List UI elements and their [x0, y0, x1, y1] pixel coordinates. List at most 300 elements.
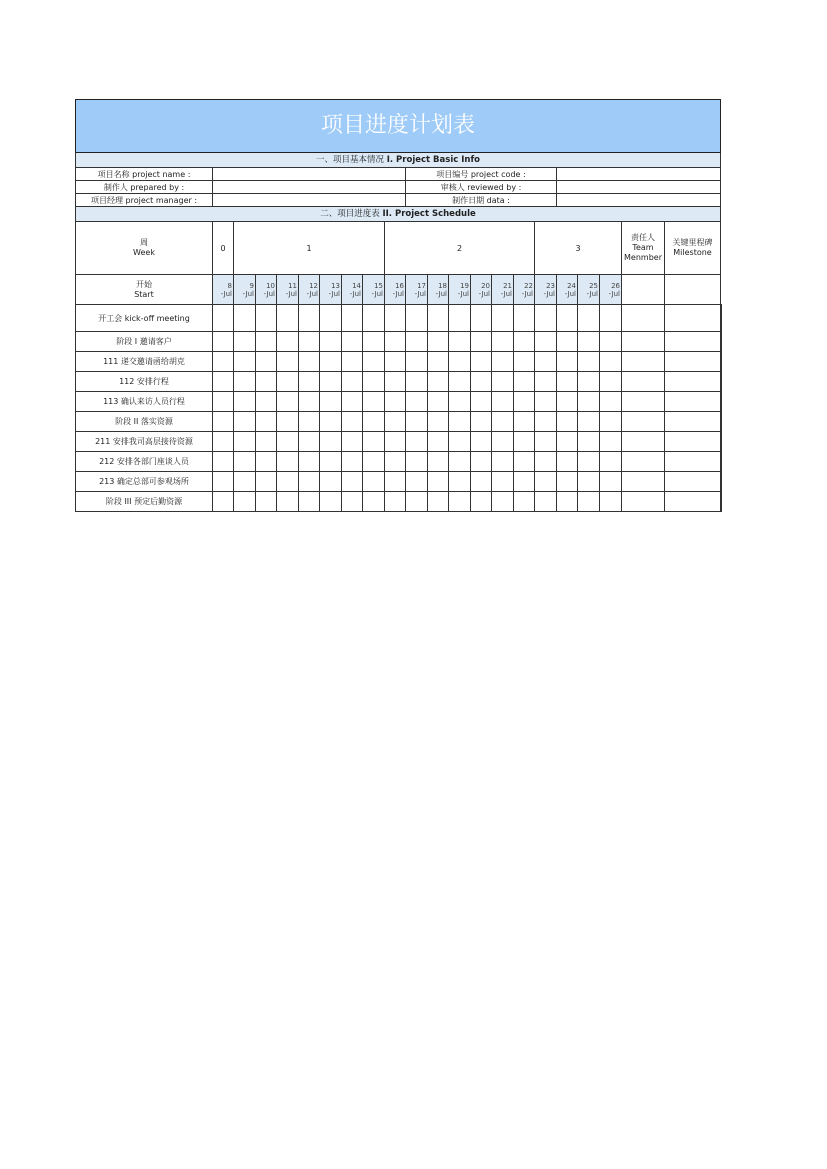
team-member-cell[interactable]: [665, 305, 721, 332]
schedule-cell[interactable]: [449, 305, 471, 332]
reviewed-by-field[interactable]: [557, 181, 721, 194]
task-name: 111 递交邀请函给胡克: [76, 352, 213, 372]
team-member-cell[interactable]: [665, 412, 721, 432]
schedule-cell[interactable]: [449, 432, 471, 452]
date-month: -Jul: [392, 289, 404, 298]
schedule-cell[interactable]: [471, 392, 492, 412]
milestone-cell[interactable]: [721, 412, 722, 432]
week0-cell[interactable]: [213, 452, 234, 472]
schedule-cell[interactable]: [600, 492, 622, 512]
week0-cell[interactable]: [213, 372, 234, 392]
milestone-cell[interactable]: [721, 332, 722, 352]
date-cell: [535, 275, 557, 305]
schedule-cell[interactable]: [449, 352, 471, 372]
section-schedule-en: II. Project Schedule: [382, 208, 476, 219]
schedule-cell[interactable]: [428, 492, 449, 512]
week-number: 3: [535, 222, 622, 275]
date-cell: [277, 275, 299, 305]
schedule-cell[interactable]: [428, 472, 449, 492]
project-name-field[interactable]: [213, 168, 406, 181]
week-header: [76, 222, 213, 275]
schedule-cell[interactable]: [600, 432, 622, 452]
schedule-cell[interactable]: [492, 432, 514, 452]
schedule-cell[interactable]: [428, 432, 449, 452]
schedule-cell[interactable]: [557, 392, 578, 412]
schedule-cell[interactable]: [428, 352, 449, 372]
project-manager-field[interactable]: [213, 194, 406, 207]
schedule-cell[interactable]: [578, 332, 600, 352]
schedule-cell[interactable]: [535, 352, 557, 372]
team-member-cell[interactable]: [665, 452, 721, 472]
schedule-cell[interactable]: [320, 492, 342, 512]
date-month: -Jul: [414, 289, 426, 298]
date-month: -Jul: [500, 289, 512, 298]
schedule-cell[interactable]: [557, 352, 578, 372]
schedule-cell[interactable]: [449, 472, 471, 492]
date-cell: [234, 275, 256, 305]
milestone-cell[interactable]: [721, 492, 722, 512]
date-day: 9: [249, 281, 254, 290]
schedule-cell[interactable]: [514, 352, 535, 372]
schedule-cell[interactable]: [557, 432, 578, 452]
schedule-cell[interactable]: [277, 392, 299, 412]
schedule-cell[interactable]: [449, 332, 471, 352]
schedule-cell[interactable]: [622, 492, 665, 512]
schedule-cell[interactable]: [234, 352, 256, 372]
schedule-cell[interactable]: [622, 352, 665, 372]
schedule-cell[interactable]: [514, 492, 535, 512]
table-row: [76, 472, 722, 492]
schedule-cell[interactable]: [557, 372, 578, 392]
schedule-cell[interactable]: [385, 332, 406, 352]
schedule-cell[interactable]: [277, 472, 299, 492]
week0-cell[interactable]: [213, 432, 234, 452]
schedule-cell[interactable]: [256, 412, 277, 432]
date-cell: [514, 275, 535, 305]
schedule-cell[interactable]: [234, 472, 256, 492]
schedule-cell[interactable]: [299, 332, 320, 352]
table-row: [76, 492, 722, 512]
schedule-cell[interactable]: [535, 332, 557, 352]
section-schedule: [76, 207, 721, 222]
schedule-cell[interactable]: [535, 412, 557, 432]
label-date: 制作日期 data :: [406, 194, 557, 207]
team-header-cn: 责任人: [631, 233, 655, 242]
section-basic-info-cn: 一、项目基本情况: [315, 154, 384, 165]
team-member-cell[interactable]: [665, 372, 721, 392]
schedule-cell[interactable]: [428, 305, 449, 332]
schedule-cell[interactable]: [578, 472, 600, 492]
date-month: -Jul: [306, 289, 318, 298]
schedule-cell[interactable]: [342, 472, 363, 492]
schedule-cell[interactable]: [256, 472, 277, 492]
schedule-cell[interactable]: [535, 452, 557, 472]
schedule-cell[interactable]: [342, 352, 363, 372]
schedule-cell[interactable]: [492, 412, 514, 432]
table-row: [76, 305, 722, 332]
schedule-cell[interactable]: [535, 392, 557, 412]
schedule-cell[interactable]: [514, 412, 535, 432]
schedule-cell[interactable]: [600, 452, 622, 472]
schedule-cell[interactable]: [299, 392, 320, 412]
prepared-by-field[interactable]: [213, 181, 406, 194]
schedule-cell[interactable]: [514, 372, 535, 392]
schedule-cell[interactable]: [385, 432, 406, 452]
schedule-cell[interactable]: [277, 452, 299, 472]
schedule-cell[interactable]: [557, 332, 578, 352]
week0-cell[interactable]: [213, 412, 234, 432]
schedule-cell[interactable]: [492, 392, 514, 412]
label-prepared-by: 制作人 prepared by :: [76, 181, 213, 194]
schedule-cell[interactable]: [234, 305, 256, 332]
start-label-en: Start: [134, 289, 154, 299]
schedule-cell[interactable]: [557, 472, 578, 492]
schedule-cell[interactable]: [622, 332, 665, 352]
schedule-cell[interactable]: [256, 392, 277, 412]
milestone-cell-start[interactable]: [665, 275, 721, 305]
schedule-cell[interactable]: [234, 452, 256, 472]
schedule-cell[interactable]: [320, 472, 342, 492]
milestone-header: [665, 222, 721, 275]
date-cell: [600, 275, 622, 305]
schedule-cell[interactable]: [600, 305, 622, 332]
date-month: -Jul: [371, 289, 383, 298]
schedule-cell[interactable]: [299, 372, 320, 392]
date-month: -Jul: [564, 289, 576, 298]
schedule-cell[interactable]: [514, 432, 535, 452]
date-month: -Jul: [263, 289, 275, 298]
week0-cell[interactable]: [213, 492, 234, 512]
schedule-cell[interactable]: [277, 352, 299, 372]
schedule-cell[interactable]: [471, 472, 492, 492]
label-project-manager: 项目经理 project manager :: [76, 194, 213, 207]
schedule-cell[interactable]: [406, 352, 428, 372]
schedule-cell[interactable]: [535, 372, 557, 392]
schedule-cell[interactable]: [622, 432, 665, 452]
schedule-cell[interactable]: [234, 392, 256, 412]
schedule-cell[interactable]: [406, 332, 428, 352]
schedule-cell[interactable]: [363, 492, 385, 512]
date-month: -Jul: [586, 289, 598, 298]
schedule-cell[interactable]: [428, 372, 449, 392]
schedule-cell[interactable]: [622, 305, 665, 332]
schedule-cell[interactable]: [363, 305, 385, 332]
schedule-cell[interactable]: [428, 332, 449, 352]
schedule-cell[interactable]: [578, 452, 600, 472]
schedule-cell[interactable]: [471, 432, 492, 452]
schedule-cell[interactable]: [256, 492, 277, 512]
schedule-cell[interactable]: [342, 452, 363, 472]
schedule-cell[interactable]: [320, 432, 342, 452]
schedule-cell[interactable]: [342, 492, 363, 512]
schedule-cell[interactable]: [299, 492, 320, 512]
schedule-cell[interactable]: [578, 412, 600, 432]
schedule-cell[interactable]: [385, 372, 406, 392]
schedule-cell[interactable]: [622, 392, 665, 412]
schedule-cell[interactable]: [406, 492, 428, 512]
date-day: 17: [417, 281, 426, 290]
schedule-cell[interactable]: [622, 452, 665, 472]
date-day: 21: [503, 281, 512, 290]
schedule-cell[interactable]: [342, 412, 363, 432]
schedule-table: [75, 99, 722, 512]
schedule-cell[interactable]: [385, 472, 406, 492]
schedule-cell[interactable]: [234, 332, 256, 352]
task-name: 212 安排各部门座谈人员: [76, 452, 213, 472]
schedule-cell[interactable]: [299, 305, 320, 332]
schedule-cell[interactable]: [256, 452, 277, 472]
schedule-cell[interactable]: [320, 412, 342, 432]
schedule-cell[interactable]: [600, 372, 622, 392]
schedule-cell[interactable]: [600, 352, 622, 372]
date-month: -Jul: [435, 289, 447, 298]
date-day: 13: [331, 281, 340, 290]
date-day: 11: [288, 281, 297, 290]
schedule-cell[interactable]: [320, 305, 342, 332]
team-member-cell-start[interactable]: [622, 275, 665, 305]
schedule-cell[interactable]: [514, 472, 535, 492]
schedule-cell[interactable]: [449, 492, 471, 512]
schedule-cell[interactable]: [234, 492, 256, 512]
schedule-cell[interactable]: [385, 452, 406, 472]
date-month: -Jul: [478, 289, 490, 298]
schedule-cell[interactable]: [514, 332, 535, 352]
schedule-cell[interactable]: [557, 412, 578, 432]
date-month: -Jul: [328, 289, 340, 298]
schedule-cell[interactable]: [277, 412, 299, 432]
schedule-cell[interactable]: [385, 412, 406, 432]
schedule-cell[interactable]: [578, 492, 600, 512]
schedule-cell[interactable]: [234, 372, 256, 392]
schedule-cell[interactable]: [622, 412, 665, 432]
date-cell: [213, 275, 234, 305]
date-cell: [342, 275, 363, 305]
schedule-cell[interactable]: [428, 392, 449, 412]
team-member-cell[interactable]: [665, 392, 721, 412]
schedule-cell[interactable]: [363, 472, 385, 492]
section-basic-info: [76, 153, 721, 168]
week-number: 2: [385, 222, 535, 275]
schedule-cell[interactable]: [320, 392, 342, 412]
schedule-cell[interactable]: [385, 305, 406, 332]
schedule-cell[interactable]: [406, 472, 428, 492]
schedule-cell[interactable]: [363, 392, 385, 412]
schedule-cell[interactable]: [428, 452, 449, 472]
schedule-cell[interactable]: [299, 352, 320, 372]
schedule-cell[interactable]: [320, 352, 342, 372]
date-month: -Jul: [242, 289, 254, 298]
schedule-cell[interactable]: [256, 432, 277, 452]
task-name: 113 确认来访人员行程: [76, 392, 213, 412]
week0-cell[interactable]: [213, 332, 234, 352]
team-member-cell[interactable]: [665, 352, 721, 372]
schedule-cell[interactable]: [514, 452, 535, 472]
schedule-cell[interactable]: [277, 305, 299, 332]
page-title: 项目进度计划表: [76, 100, 721, 153]
schedule-cell[interactable]: [406, 305, 428, 332]
schedule-cell[interactable]: [471, 305, 492, 332]
schedule-cell[interactable]: [600, 332, 622, 352]
schedule-cell[interactable]: [277, 492, 299, 512]
date-day: 18: [438, 281, 447, 290]
milestone-cell[interactable]: [721, 305, 722, 332]
schedule-cell[interactable]: [342, 332, 363, 352]
schedule-cell[interactable]: [535, 492, 557, 512]
schedule-cell[interactable]: [320, 372, 342, 392]
schedule-cell[interactable]: [234, 432, 256, 452]
milestone-cell[interactable]: [721, 352, 722, 412]
date-cell: [492, 275, 514, 305]
schedule-cell[interactable]: [234, 412, 256, 432]
schedule-cell[interactable]: [600, 412, 622, 432]
schedule-cell[interactable]: [622, 472, 665, 492]
schedule-cell[interactable]: [492, 372, 514, 392]
table-row: [76, 392, 722, 412]
date-month: -Jul: [285, 289, 297, 298]
schedule-cell[interactable]: [256, 305, 277, 332]
schedule-cell[interactable]: [557, 492, 578, 512]
date-day: 16: [395, 281, 404, 290]
schedule-cell[interactable]: [535, 472, 557, 492]
team-member-cell[interactable]: [665, 472, 721, 492]
schedule-cell[interactable]: [406, 392, 428, 412]
label-reviewed-by: 审核人 reviewed by :: [406, 181, 557, 194]
schedule-cell[interactable]: [406, 372, 428, 392]
schedule-cell[interactable]: [471, 372, 492, 392]
task-name: 213 确定总部可参观场所: [76, 472, 213, 492]
week0-cell[interactable]: [213, 352, 234, 372]
schedule-cell[interactable]: [299, 432, 320, 452]
week0-cell[interactable]: [213, 392, 234, 412]
milestone-cell[interactable]: [721, 432, 722, 492]
schedule-cell[interactable]: [471, 332, 492, 352]
date-day: 25: [589, 281, 598, 290]
schedule-cell[interactable]: [363, 352, 385, 372]
schedule-cell[interactable]: [277, 372, 299, 392]
date-day: 10: [266, 281, 275, 290]
date-cell: [557, 275, 578, 305]
schedule-cell[interactable]: [492, 332, 514, 352]
schedule-cell[interactable]: [578, 352, 600, 372]
date-cell: [406, 275, 428, 305]
schedule-sheet: [75, 99, 722, 512]
date-day: 14: [352, 281, 361, 290]
schedule-cell[interactable]: [406, 412, 428, 432]
milestone-header-cn: 关键里程碑: [672, 238, 713, 247]
date-cell: [471, 275, 492, 305]
schedule-cell[interactable]: [256, 352, 277, 372]
schedule-cell[interactable]: [385, 492, 406, 512]
schedule-cell[interactable]: [471, 412, 492, 432]
section-basic-info-en: I. Project Basic Info: [386, 154, 480, 165]
schedule-cell[interactable]: [256, 332, 277, 352]
schedule-cell[interactable]: [406, 452, 428, 472]
schedule-cell[interactable]: [299, 452, 320, 472]
table-row: [76, 352, 722, 372]
schedule-cell[interactable]: [428, 412, 449, 432]
schedule-cell[interactable]: [299, 472, 320, 492]
schedule-cell[interactable]: [277, 332, 299, 352]
date-field[interactable]: [557, 194, 721, 207]
schedule-cell[interactable]: [600, 392, 622, 412]
schedule-cell[interactable]: [299, 412, 320, 432]
date-day: 12: [309, 281, 318, 290]
schedule-cell[interactable]: [557, 452, 578, 472]
schedule-cell[interactable]: [471, 452, 492, 472]
schedule-cell[interactable]: [320, 332, 342, 352]
schedule-cell[interactable]: [492, 352, 514, 372]
schedule-cell[interactable]: [449, 412, 471, 432]
team-member-cell[interactable]: [665, 432, 721, 452]
schedule-cell[interactable]: [471, 492, 492, 512]
schedule-cell[interactable]: [535, 305, 557, 332]
schedule-cell[interactable]: [449, 392, 471, 412]
schedule-cell[interactable]: [277, 432, 299, 452]
schedule-cell[interactable]: [363, 452, 385, 472]
schedule-cell[interactable]: [385, 352, 406, 372]
schedule-cell[interactable]: [320, 452, 342, 472]
schedule-cell[interactable]: [342, 372, 363, 392]
schedule-cell[interactable]: [363, 412, 385, 432]
schedule-cell[interactable]: [492, 305, 514, 332]
week0-cell[interactable]: [213, 305, 234, 332]
schedule-cell[interactable]: [342, 432, 363, 452]
schedule-cell[interactable]: [622, 372, 665, 392]
team-header-en2: Menmber: [624, 253, 662, 262]
week-label-cn: 周: [140, 238, 148, 247]
schedule-cell[interactable]: [471, 352, 492, 372]
date-month: -Jul: [608, 289, 620, 298]
schedule-cell[interactable]: [492, 492, 514, 512]
schedule-cell[interactable]: [363, 372, 385, 392]
schedule-cell[interactable]: [578, 392, 600, 412]
date-cell: [299, 275, 320, 305]
schedule-cell[interactable]: [492, 472, 514, 492]
week0-cell[interactable]: [213, 472, 234, 492]
schedule-cell[interactable]: [514, 305, 535, 332]
schedule-cell[interactable]: [406, 432, 428, 452]
schedule-cell[interactable]: [449, 452, 471, 472]
schedule-cell[interactable]: [342, 392, 363, 412]
date-day: 23: [546, 281, 555, 290]
schedule-cell[interactable]: [363, 432, 385, 452]
team-member-cell[interactable]: [665, 332, 721, 352]
schedule-cell[interactable]: [385, 392, 406, 412]
schedule-cell[interactable]: [514, 392, 535, 412]
schedule-cell[interactable]: [578, 372, 600, 392]
schedule-cell[interactable]: [557, 305, 578, 332]
project-code-field[interactable]: [557, 168, 721, 181]
date-day: 24: [567, 281, 576, 290]
schedule-cell[interactable]: [363, 332, 385, 352]
table-row: [76, 412, 722, 432]
schedule-cell[interactable]: [535, 432, 557, 452]
schedule-cell[interactable]: [600, 472, 622, 492]
start-label-cn: 开始: [136, 279, 152, 289]
schedule-cell[interactable]: [342, 305, 363, 332]
milestone-header-en: Milestone: [673, 248, 712, 257]
team-member-header: [622, 222, 665, 275]
schedule-cell[interactable]: [578, 432, 600, 452]
table-row: [76, 332, 722, 352]
team-member-cell[interactable]: [665, 492, 721, 512]
schedule-cell[interactable]: [449, 372, 471, 392]
schedule-cell[interactable]: [578, 305, 600, 332]
schedule-cell[interactable]: [256, 372, 277, 392]
schedule-cell[interactable]: [492, 452, 514, 472]
week-number: 0: [213, 222, 234, 275]
date-month: -Jul: [521, 289, 533, 298]
